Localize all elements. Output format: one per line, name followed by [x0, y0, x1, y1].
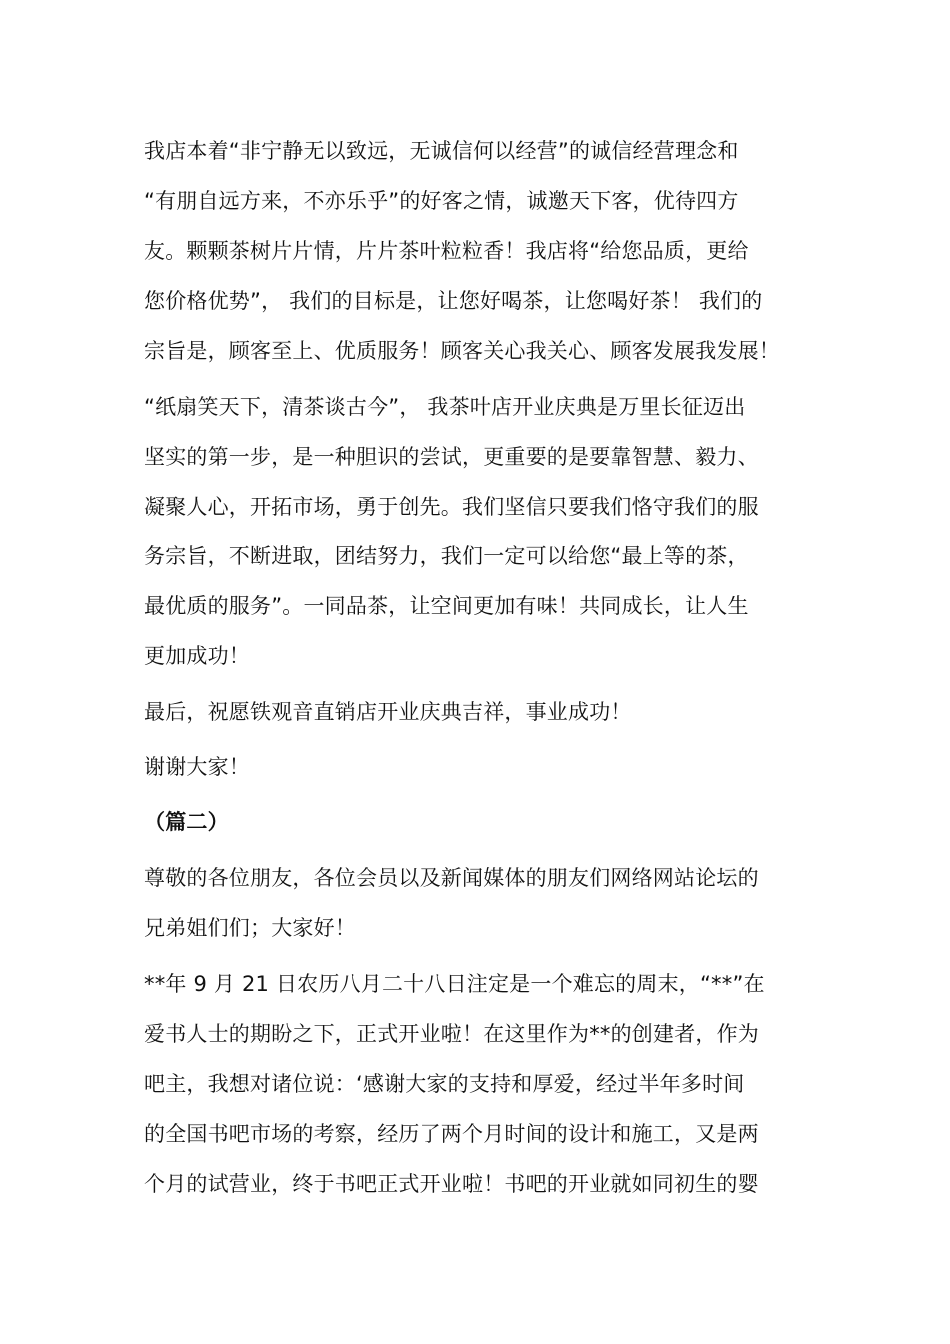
text-line: 的全国书吧市场的考察，经历了两个月时间的设计和施工，又是两 [144, 1122, 759, 1146]
text-line: 坚实的第一步，是一种胆识的尝试，更重要的是要靠智慧、毅力、 [144, 445, 759, 469]
text-line: 最优质的服务”。一同品茶，让空间更加有味！共同成长，让人生 [144, 594, 749, 618]
text-line: “纸扇笑天下，清茶谈古今”， 我茶叶店开业庆典是万里长征迈出 [144, 395, 746, 419]
text-line: 尊敬的各位朋友，各位会员以及新闻媒体的朋友们网络网站论坛的 [144, 866, 759, 890]
text-line: 我店本着“非宁静无以致远，无诚信何以经营”的诚信经营理念和 [144, 139, 739, 163]
section-heading: （篇二） [144, 810, 229, 834]
text-line: 更加成功！ [144, 644, 250, 668]
text-line: 兄弟姐们们；大家好！ [144, 916, 356, 940]
text-line: 友。颗颗茶树片片情，片片茶叶粒粒香！我店将“给您品质，更给 [144, 239, 749, 263]
text-line: “有朋自远方来，不亦乐乎”的好客之情，诚邀天下客，优待四方 [144, 189, 739, 213]
text-line: 您价格优势”， 我们的目标是，让您好喝茶，让您喝好茶！ 我们的 [144, 289, 763, 313]
text-line: 吧主，我想对诸位说：‘感谢大家的支持和厚爱，经过半年多时间 [144, 1072, 745, 1096]
text-line: 凝聚人心，开拓市场，勇于创先。我们坚信只要我们恪守我们的服 [144, 495, 759, 519]
text-line: 个月的试营业，终于书吧正式开业啦！书吧的开业就如同初生的婴 [144, 1172, 759, 1196]
text-line: 谢谢大家！ [144, 755, 250, 779]
text-line: 宗旨是，顾客至上、优质服务！顾客关心我关心、顾客发展我发展！ [144, 339, 780, 363]
text-line: 最后，祝愿铁观音直销店开业庆典吉祥，事业成功！ [144, 700, 632, 724]
text-line: 务宗旨，不断进取，团结努力，我们一定可以给您“最上等的茶， [144, 544, 749, 568]
text-line: **年 9 月 21 日农历八月二十八日注定是一个难忘的周末，“**”在 [144, 972, 765, 996]
text-line: 爱书人士的期盼之下，正式开业啦！在这里作为**的创建者，作为 [144, 1022, 759, 1046]
